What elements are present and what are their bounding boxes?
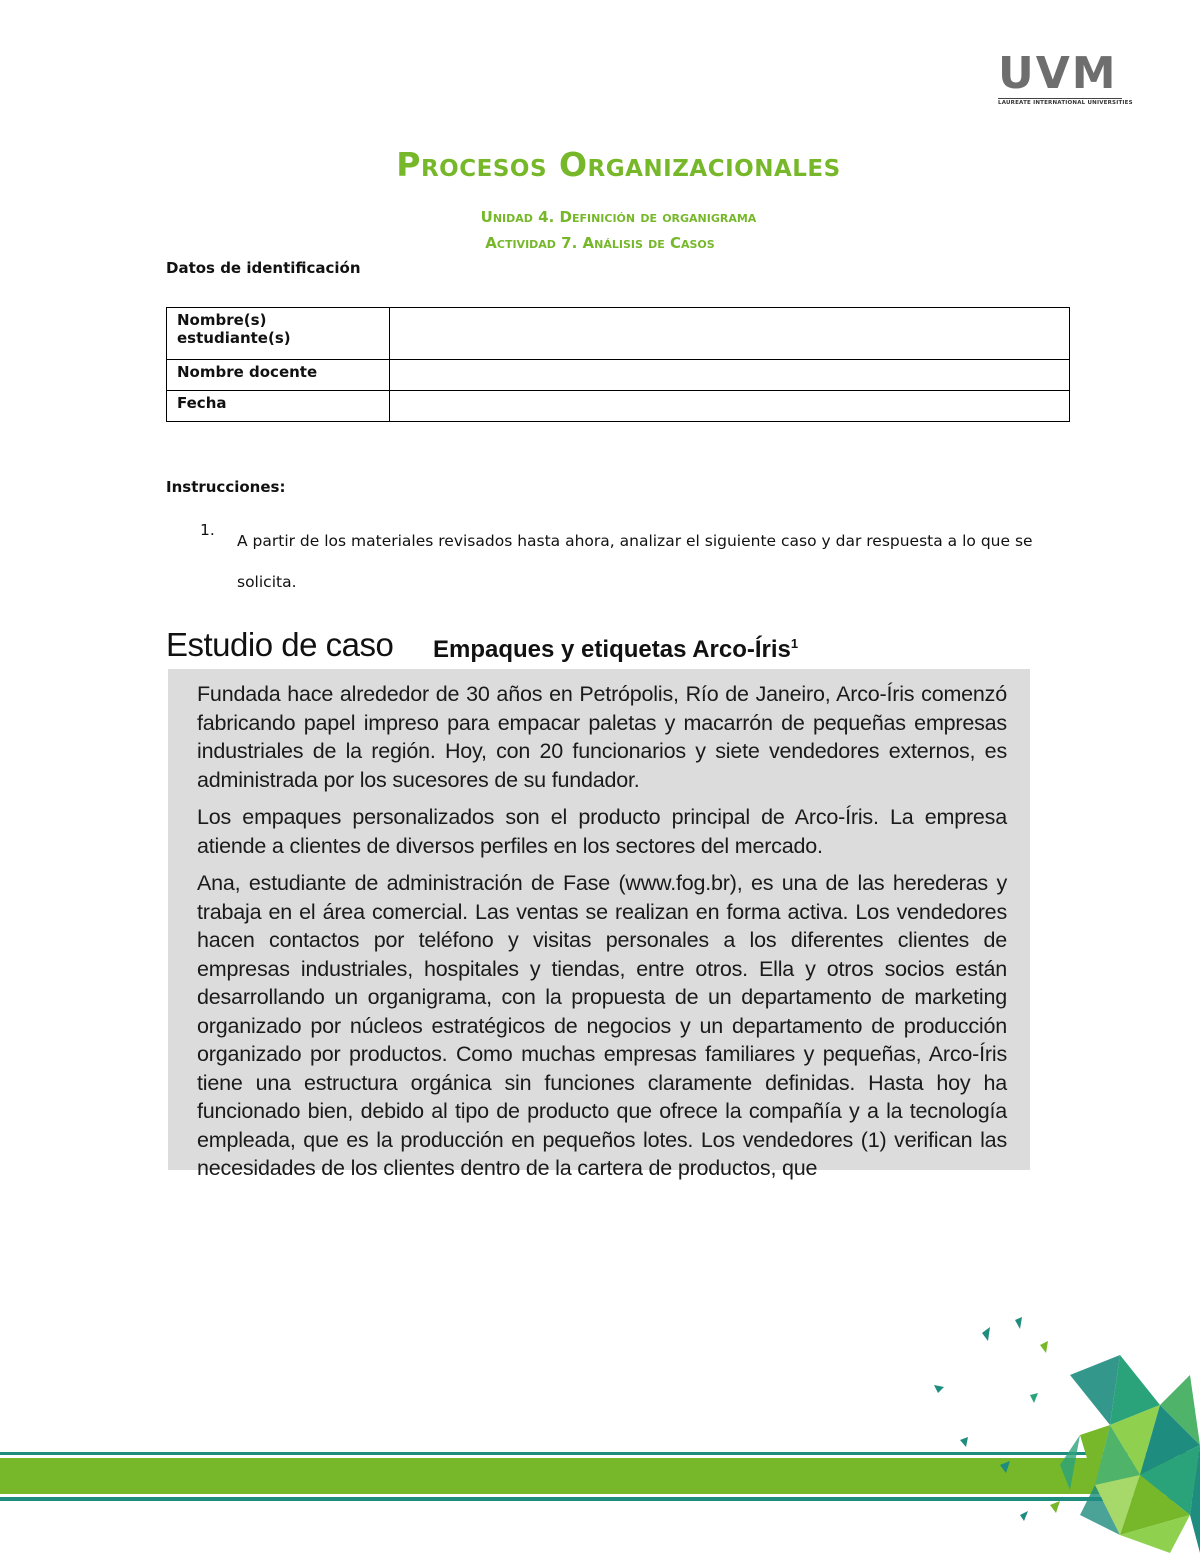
table-row [167,391,1070,422]
instruction-number: 1. [200,521,215,539]
document-title: Procesos Organizacionales [396,145,841,184]
logo-tagline: LAUREATE INTERNATIONAL UNIVERSITIES [998,100,1133,106]
teacher-name-field[interactable] [390,360,1070,391]
case-title-text: Empaques y etiquetas Arco-Íris [433,636,791,663]
table-row [167,360,1070,391]
student-name-field[interactable] [390,308,1070,360]
date-field[interactable] [390,391,1070,422]
uvm-logo [998,48,1133,108]
identification-label: Datos de identificación [166,259,361,277]
case-paragraph: Los empaques personalizados son el producto principal de Arco-Íris. La empresa atiende a clientes de diversos perfiles en los sectores del mercado. [197,805,1007,858]
case-study-text [197,680,1007,1192]
footnote-mark: 1 [790,636,799,651]
row-label: Fecha [167,391,390,422]
case-study-title [433,636,798,664]
row-label: Nombre(s) estudiante(s) [167,308,390,360]
instruction-text: A partir de los materiales revisados hasta ahora, analizar el siguiente caso y dar respuesta a lo que se solicita. [237,532,1033,591]
instructions-label: Instrucciones: [166,478,286,496]
case-paragraph: Ana, estudiante de administración de Fase (www.fog.br), es una de las herederas y trabaja en el área comercial. Las ventas se realizan en forma activa. Los vendedores hacen contactos por teléfono y visitas personales a los diferentes clientes de empresas industriales, hospitales y tiendas, entre otros. Ella y otros socios están desarrollando un organigrama, con la propuesta de un departamento de marketing organizado por núcleos estratégicos de negocios y un departamento de producción organizado por productos. Como muchas empresas familiares y pequeñas, Arco-Íris tiene una estructura orgánica sin funciones claramente definidas. Hasta hoy ha funcionado bien, debido al tipo de producto que ofrece la compañía y a la tecnología empleada, que es la producción en pequeños lotes. Los vendedores (1) verifican las necesidades de los clientes dentro de la cartera de productos, que [197,871,1007,1180]
identification-table [166,307,1070,422]
geometric-decoration-icon [920,1315,1200,1553]
logo-text: UVM [998,48,1118,99]
unit-subtitle: Unidad 4. Definición de organigrama [480,208,757,226]
activity-subtitle: Actividad 7. Análisis de Casos [485,234,715,252]
case-study-heading: Estudio de caso [166,626,394,663]
case-paragraph: Fundada hace alrededor de 30 años en Petrópolis, Río de Janeiro, Arco-Íris comenzó fabricando papel impreso para empacar paletas y macarrón de pequeñas empresas industriales de la región. Hoy, con 20 funcionarios y siete vendedores externos, es administrada por los sucesores de su fundador. [197,682,1007,792]
row-label: Nombre docente [167,360,390,391]
table-row [167,308,1070,360]
